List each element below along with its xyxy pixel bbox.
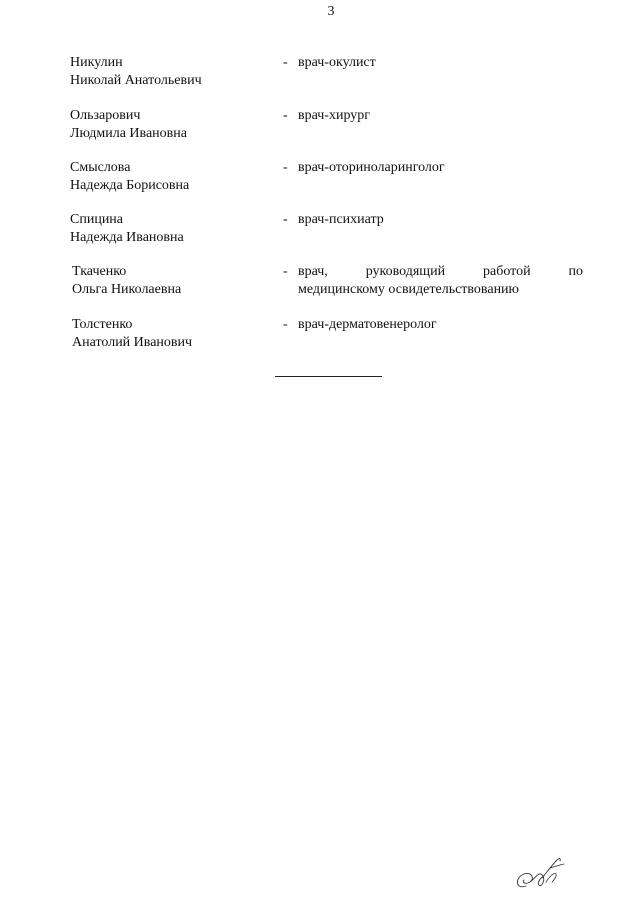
staff-role bbox=[298, 159, 583, 177]
staff-given-names: Надежда Ивановна bbox=[70, 230, 184, 245]
separator-dash: - bbox=[283, 264, 288, 279]
staff-name bbox=[70, 211, 270, 247]
staff-role bbox=[298, 263, 583, 299]
staff-surname: Спицина bbox=[70, 212, 124, 227]
role-line: медицинскому освидетельствованию bbox=[298, 282, 520, 297]
staff-given-names: Надежда Борисовна bbox=[70, 178, 190, 193]
staff-role bbox=[298, 54, 583, 72]
staff-surname: Толстенко bbox=[72, 317, 133, 332]
staff-entry bbox=[0, 316, 640, 356]
role-line: врач-оториноларинголог bbox=[298, 160, 445, 175]
staff-entry bbox=[0, 263, 640, 303]
separator-dash: - bbox=[283, 160, 288, 175]
staff-given-names: Анатолий Иванович bbox=[72, 335, 193, 350]
staff-surname: Ользарович bbox=[70, 108, 141, 123]
staff-surname: Смыслова bbox=[70, 160, 131, 175]
handwritten-signature-icon bbox=[512, 852, 568, 896]
role-line: врач-дерматовенеролог bbox=[298, 317, 437, 332]
role-line: врач-психиатр bbox=[298, 212, 384, 227]
staff-entry bbox=[0, 107, 640, 147]
staff-given-names: Николай Анатольевич bbox=[70, 73, 202, 88]
staff-role bbox=[298, 107, 583, 125]
staff-surname: Никулин bbox=[70, 55, 123, 70]
separator-dash: - bbox=[283, 317, 288, 332]
staff-name bbox=[70, 54, 270, 90]
staff-name bbox=[72, 316, 272, 352]
role-line: врач-окулист bbox=[298, 55, 376, 70]
staff-role bbox=[298, 316, 583, 334]
role-line: врач-хирург bbox=[298, 108, 371, 123]
staff-name bbox=[70, 107, 270, 143]
separator-dash: - bbox=[283, 212, 288, 227]
separator-dash: - bbox=[283, 55, 288, 70]
staff-entry bbox=[0, 159, 640, 199]
role-line: врач, руководящий работой по bbox=[298, 264, 583, 279]
staff-given-names: Людмила Ивановна bbox=[70, 126, 187, 141]
separator-dash: - bbox=[283, 108, 288, 123]
staff-role bbox=[298, 211, 583, 229]
staff-name bbox=[72, 263, 272, 299]
end-of-list-rule bbox=[275, 376, 382, 377]
staff-entry bbox=[0, 54, 640, 94]
page-number: 3 bbox=[327, 4, 335, 19]
staff-name bbox=[70, 159, 270, 195]
staff-given-names: Ольга Николаевна bbox=[72, 282, 182, 297]
staff-entry bbox=[0, 211, 640, 251]
staff-surname: Ткаченко bbox=[72, 264, 127, 279]
